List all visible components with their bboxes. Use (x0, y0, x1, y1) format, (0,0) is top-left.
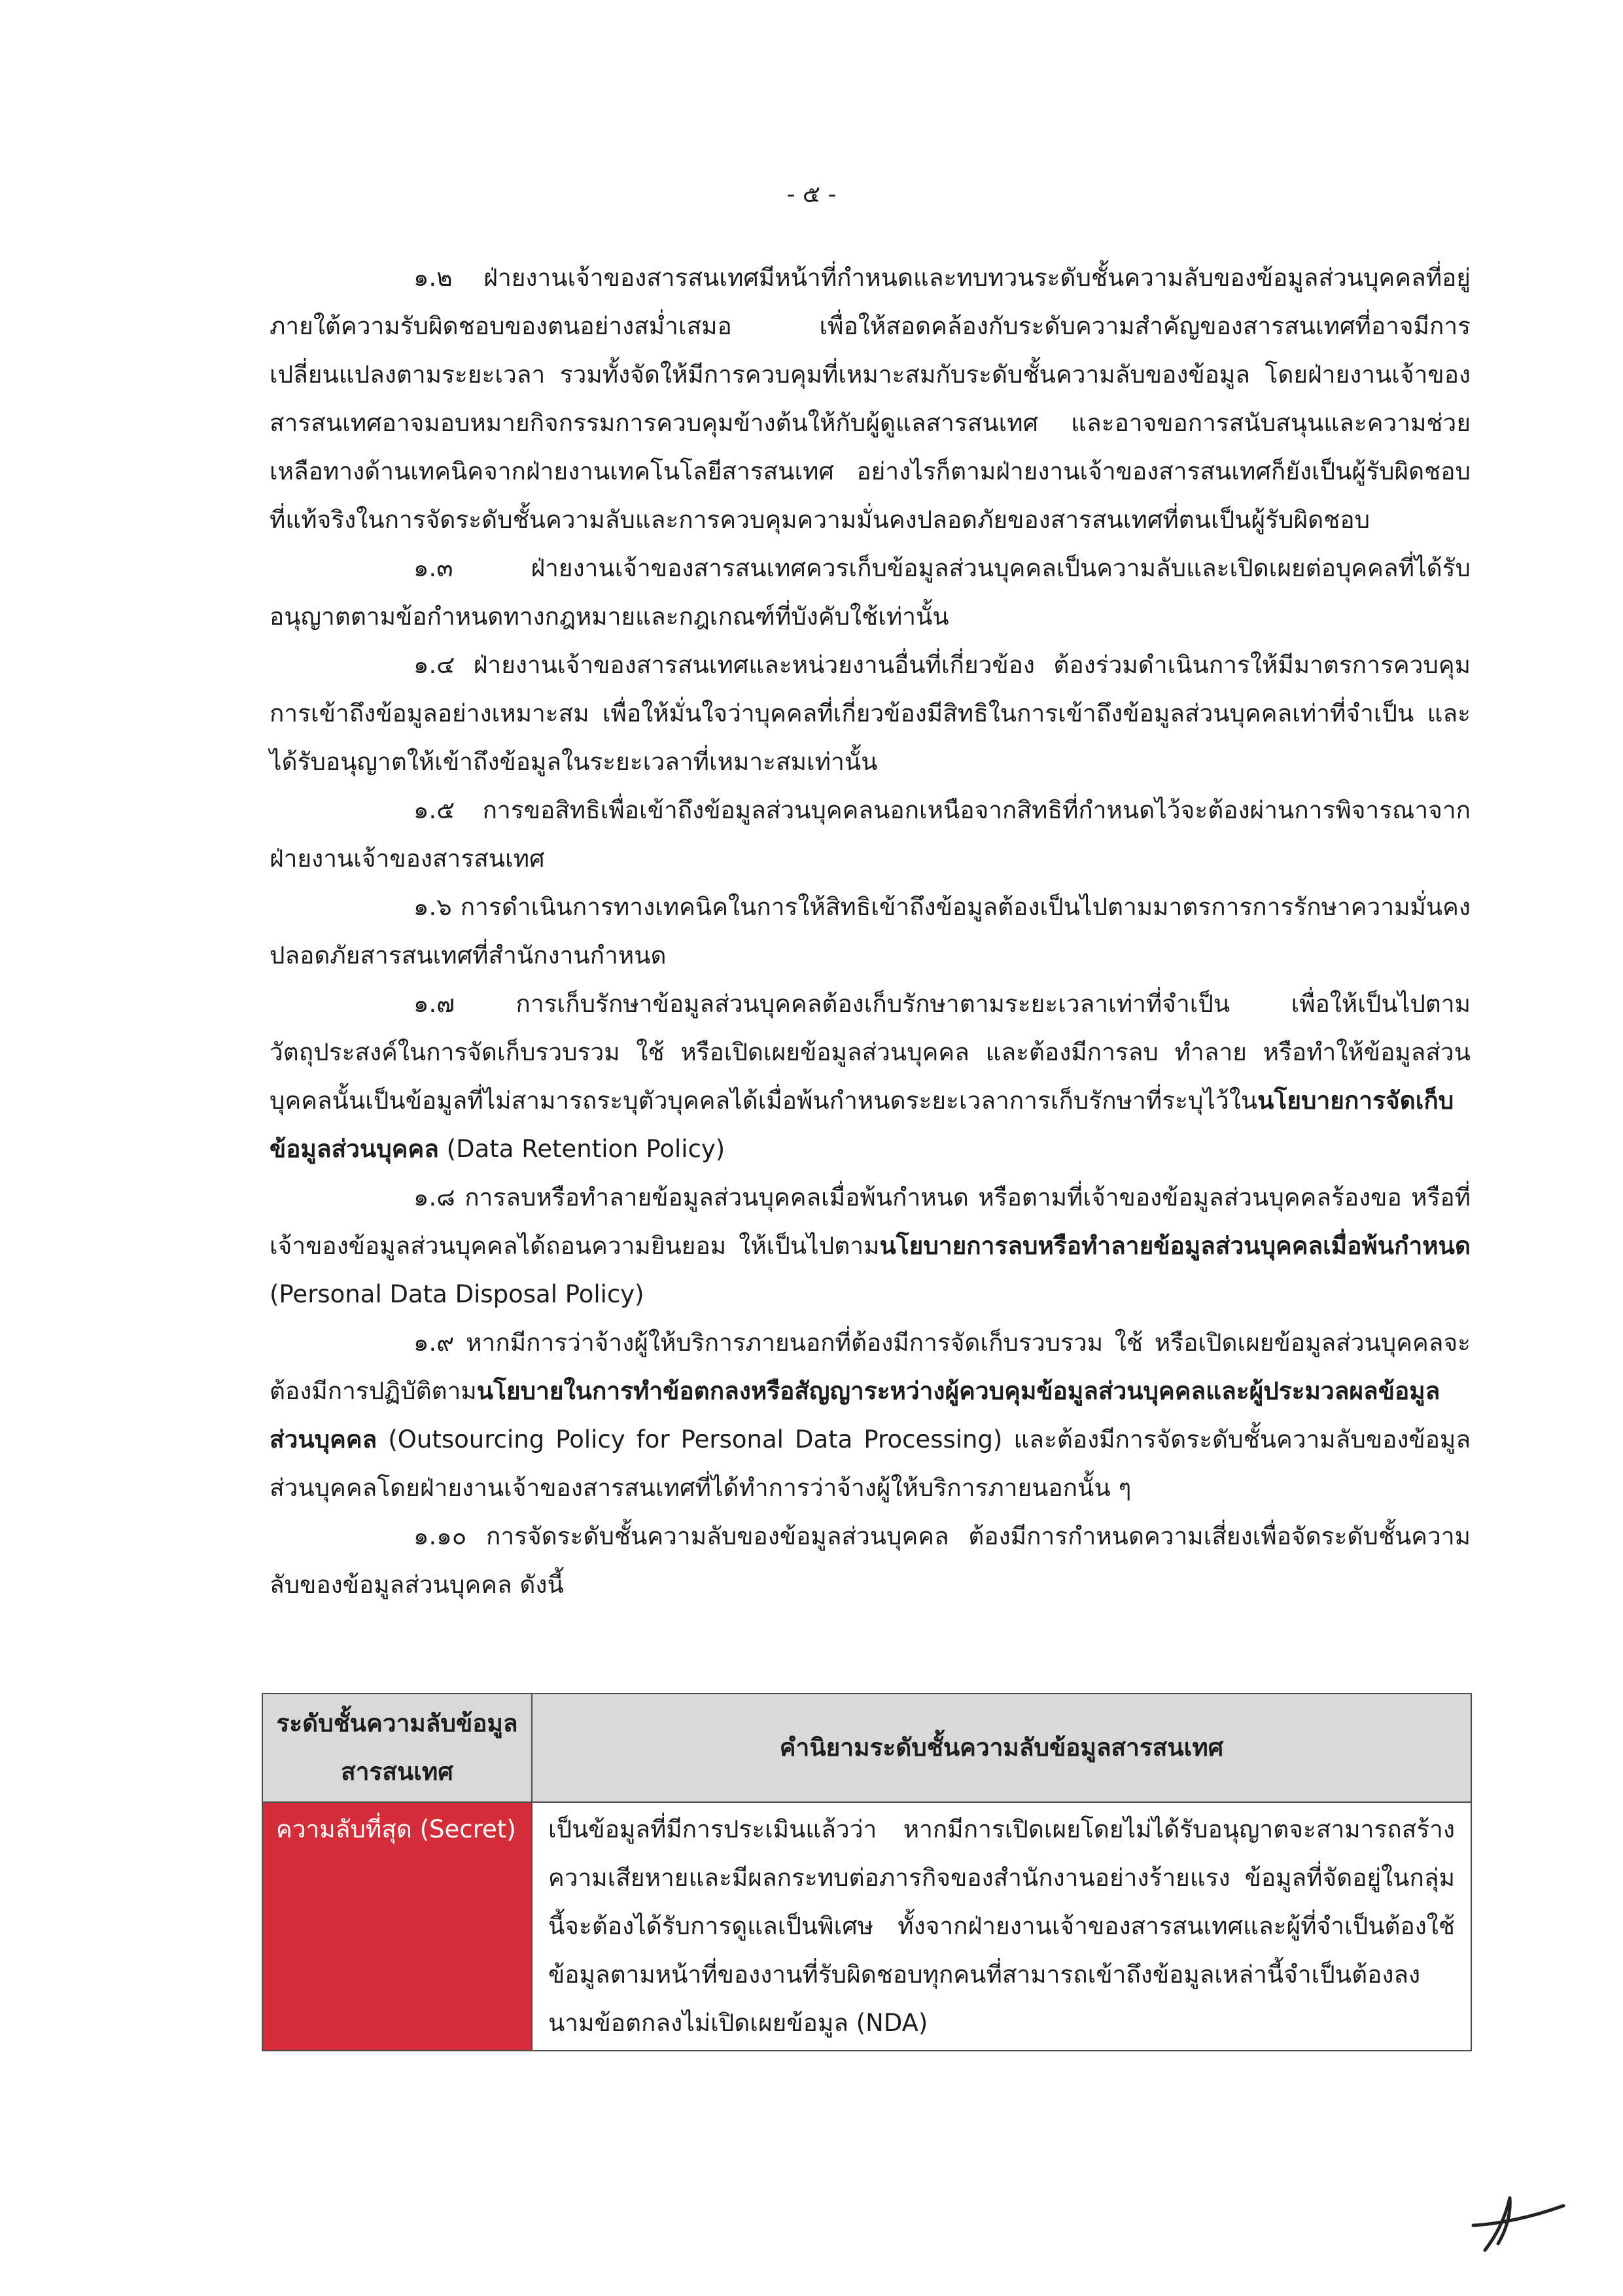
clause-text: ฝ่ายงานเจ้าของสารสนเทศและหน่วยงานอื่นที่เกี่ยวข้อง ต้องร่วมดำเนินการให้มีมาตรการควบคุมการเข้าถึงข้อมูลอย่างเหมาะสม เพื่อให้มั่นใจว่าบุคคลที่เกี่ยวข้องมีสิทธิในการเข้าถึงข้อมูลส่วนบุคคลเท่าที่จำเป็น และได้รับอนุญาตให้เข้าถึงข้อมูลในระยะเวลาที่เหมาะสมเท่านั้น (270, 651, 1471, 776)
clause-1-7 (270, 980, 1471, 1174)
clause-1-6 (270, 883, 1471, 980)
table-header-row (262, 1694, 1471, 1802)
policy-name-emphasis: นโยบายในการทำข้อตกลงหรือสัญญาระหว่างผู้ควบคุมข้อมูลส่วนบุคคลและผู้ประมวลผลข้อมูลส่วนบุคคล (270, 1377, 1440, 1453)
clause-text: การดำเนินการทางเทคนิคในการให้สิทธิเข้าถึงข้อมูลต้องเป็นไปตามมาตรการการรักษาความมั่นคงปลอดภัยสารสนเทศที่สำนักงานกำหนด (270, 893, 1471, 969)
classification-table (262, 1693, 1472, 2051)
clause-text: การจัดระดับชั้นความลับของข้อมูลส่วนบุคคล ต้องมีการกำหนดความเสี่ยงเพื่อจัดระดับชั้นความลับของข้อมูลส่วนบุคคล ดังนี้ (270, 1522, 1471, 1599)
clause-text-tail: (Data Retention Policy) (438, 1135, 725, 1163)
table-row (262, 1802, 1471, 2051)
clause-text: ฝ่ายงานเจ้าของสารสนเทศมีหน้าที่กำหนดและทบทวนระดับชั้นความลับของข้อมูลส่วนบุคคลที่อยู่ภายใต้ความรับผิดชอบของตนอย่างสม่ำเสมอ เพื่อให้สอดคล้องกับระดับความสำคัญของสารสนเทศที่อาจมีการเปลี่ยนแปลงตามระยะเวลา รวมทั้งจัดให้มีการควบคุมที่เหมาะสมกับระดับชั้นความลับของข้อมูล โดยฝ่ายงานเจ้าของสารสนเทศอาจมอบหมายกิจกรรมการควบคุมข้างต้นให้กับผู้ดูแลสารสนเทศ และอาจขอการสนับสนุนและความช่วยเหลือทางด้านเทคนิคจากฝ่ายงานเทคโนโลยีสารสนเทศ อย่างไรก็ตามฝ่ายงานเจ้าของสารสนเทศก็ยังเป็นผู้รับผิดชอบที่แท้จริงในการจัดระดับชั้นความลับและการควบคุมความมั่นคงปลอดภัยของสารสนเทศที่ตนเป็นผู้รับผิดชอบ (270, 264, 1471, 534)
clause-text: การขอสิทธิเพื่อเข้าถึงข้อมูลส่วนบุคคลนอกเหนือจากสิทธิที่กำหนดไว้จะต้องผ่านการพิจารณาจากฝ่ายงานเจ้าของสารสนเทศ (270, 796, 1471, 873)
clause-text: การลบหรือทำลายข้อมูลส่วนบุคคลเมื่อพ้นกำหนด หรือตามที่เจ้าของข้อมูลส่วนบุคคลร้องขอ หรือที่เจ้าของข้อมูลส่วนบุคคลได้ถอนความยินยอม ให้เป็นไปตาม (270, 1183, 1471, 1260)
clause-number: ๑.๙ (413, 1329, 455, 1357)
clause-1-4 (270, 641, 1471, 786)
clause-text-tail: (Personal Data Disposal Policy) (270, 1280, 644, 1308)
clause-1-5 (270, 786, 1471, 883)
header-classification-level: ระดับชั้นความลับข้อมูลสารสนเทศ (262, 1694, 532, 1802)
clause-1-8 (270, 1174, 1471, 1319)
clause-number: ๑.๘ (413, 1183, 455, 1211)
level-cell-secret: ความลับที่สุด (Secret) (262, 1802, 532, 2051)
clause-1-3 (270, 544, 1471, 641)
clause-number: ๑.๕ (413, 796, 455, 824)
header-classification-definition: คำนิยามระดับชั้นความลับข้อมูลสารสนเทศ (532, 1694, 1471, 1802)
clause-number: ๑.๓ (413, 554, 453, 582)
page-number: - ๕ - (786, 181, 837, 208)
clause-1-2 (270, 254, 1471, 544)
policy-name-emphasis: นโยบายการลบหรือทำลายข้อมูลส่วนบุคคลเมื่อพ้นกำหนด (879, 1232, 1471, 1260)
clause-1-9 (270, 1319, 1471, 1512)
definition-cell-secret: เป็นข้อมูลที่มีการประเมินแล้วว่า หากมีการเปิดเผยโดยไม่ได้รับอนุญาตจะสามารถสร้างความเสียหายและมีผลกระทบต่อภารกิจของสำนักงานอย่างร้ายแรง ข้อมูลที่จัดอยู่ในกลุ่มนี้จะต้องได้รับการดูแลเป็นพิเศษ ทั้งจากฝ่ายงานเจ้าของสารสนเทศและผู้ที่จำเป็นต้องใช้ข้อมูลตามหน้าที่ของงานที่รับผิดชอบทุกคนที่สามารถเข้าถึงข้อมูลเหล่านี้จำเป็นต้องลงนามข้อตกลงไม่เปิดเผยข้อมูล (NDA) (532, 1802, 1471, 2051)
clause-text: การเก็บรักษาข้อมูลส่วนบุคคลต้องเก็บรักษาตามระยะเวลาเท่าที่จำเป็น เพื่อให้เป็นไปตามวัตถุประสงค์ในการจัดเก็บรวบรวม ใช้ หรือเปิดเผยข้อมูลส่วนบุคคล และต้องมีการลบ ทำลาย หรือทำให้ข้อมูลส่วนบุคคลนั้นเป็นข้อมูลที่ไม่สามารถระบุตัวบุคคลได้เมื่อพ้นกำหนดระยะเวลาการเก็บรักษาที่ระบุไว้ใน (270, 990, 1471, 1115)
clause-text: หากมีการว่าจ้างผู้ให้บริการภายนอกที่ต้องมีการจัดเก็บรวบรวม ใช้ หรือเปิดเผยข้อมูลส่วนบุคคลจะต้องมีการปฏิบัติตาม (270, 1329, 1471, 1405)
document-body (270, 254, 1471, 1609)
clause-number: ๑.๖ (413, 893, 452, 921)
clause-text-tail: (Outsourcing Policy for Personal Data Processing) และต้องมีการจัดระดับชั้นความลับของข้อมูลส่วนบุคคลโดยฝ่ายงานเจ้าของสารสนเทศที่ได้ทำการว่าจ้างผู้ให้บริการภายนอกนั้น ๆ (270, 1425, 1471, 1502)
policy-name-emphasis: นโยบายการจัดเก็บข้อมูลส่วนบุคคล (270, 1087, 1454, 1163)
clause-1-10 (270, 1512, 1471, 1609)
clause-number: ๑.๗ (413, 990, 455, 1018)
clause-number: ๑.๔ (413, 651, 455, 679)
clause-number: ๑.๒ (413, 264, 453, 292)
clause-number: ๑.๑๐ (413, 1522, 467, 1550)
clause-text: ฝ่ายงานเจ้าของสารสนเทศควรเก็บข้อมูลส่วนบุคคลเป็นความลับและเปิดเผยต่อบุคคลที่ได้รับอนุญาตตามข้อกำหนดทางกฎหมายและกฎเกณฑ์ที่บังคับใช้เท่านั้น (270, 554, 1471, 631)
handwritten-signature (1459, 2185, 1570, 2263)
